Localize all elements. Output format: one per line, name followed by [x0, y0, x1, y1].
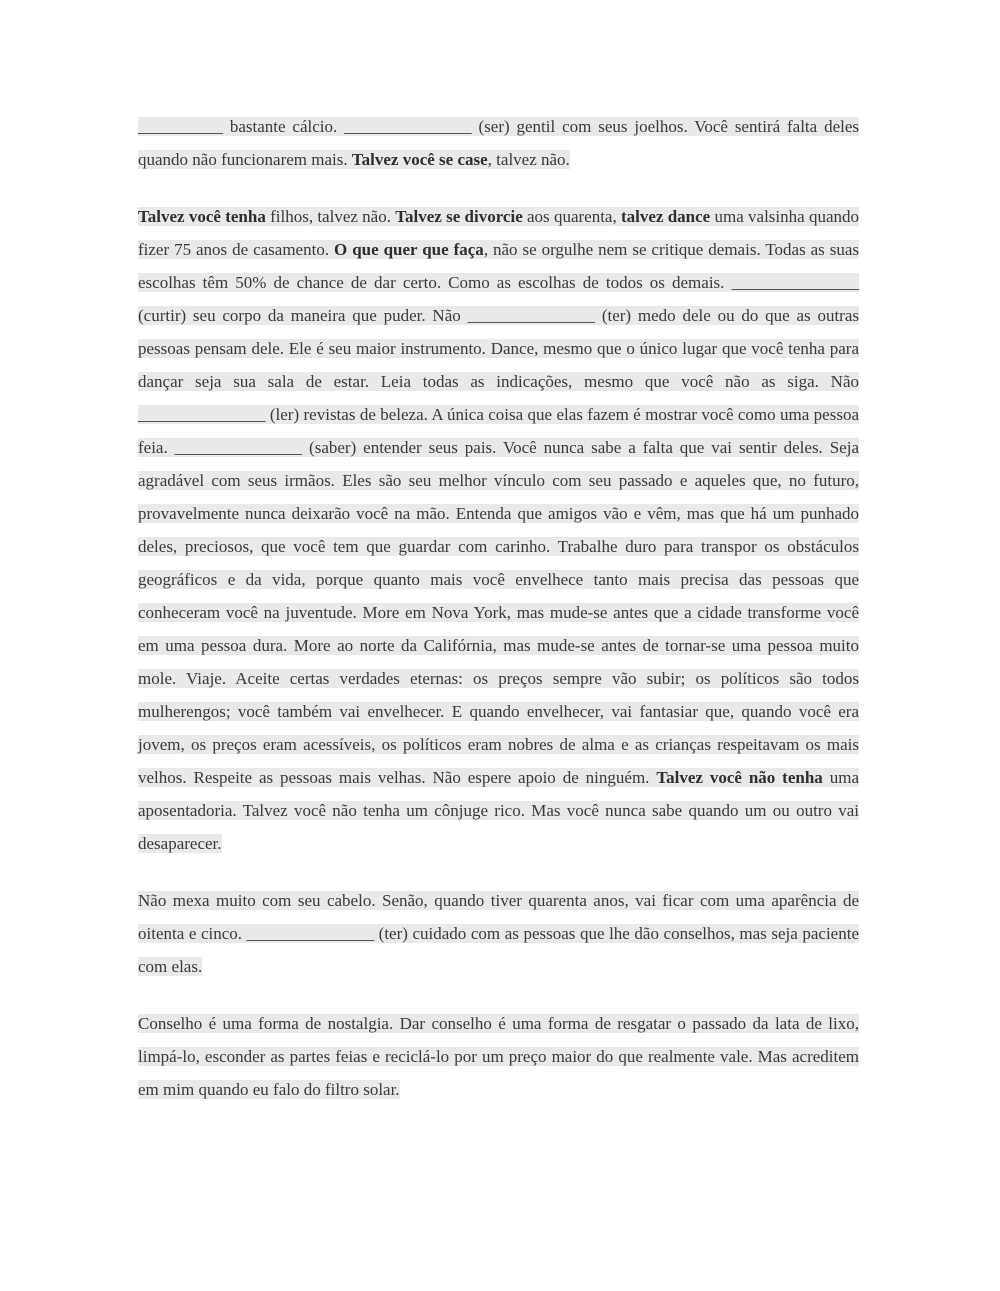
document-page	[138, 110, 859, 1130]
paragraph-text: __________ bastante cálcio. _______________ (ser) gentil com seus joelhos. Você sentirá falta deles quando não funcionarem mais. Talvez você se case, talvez não.	[138, 117, 859, 169]
paragraph-2	[138, 200, 859, 860]
bold-phrase: Talvez você não tenha	[656, 768, 823, 787]
bold-phrase: talvez dance	[620, 207, 711, 226]
paragraph-text: Conselho é uma forma de nostalgia. Dar conselho é uma forma de resgatar o passado da lata de lixo, limpá-lo, esconder as partes feias e reciclá-lo por um preço maior do que realmente vale. Mas acreditem em mim quando eu falo do filtro solar.	[138, 1014, 859, 1099]
paragraph-text: Não mexa muito com seu cabelo. Senão, quando tiver quarenta anos, vai ficar com uma aparência de oitenta e cinco. _______________ (ter) cuidado com as pessoas que lhe dão conselhos, mas seja paciente com elas.	[138, 891, 859, 976]
paragraph-1	[138, 110, 859, 176]
paragraph-4	[138, 1007, 859, 1106]
bold-phrase: Talvez você se case	[351, 150, 488, 169]
bold-phrase: Talvez você tenha	[138, 207, 266, 226]
paragraph-text: Talvez você tenha filhos, talvez não. Talvez se divorcie aos quarenta, talvez dance uma valsinha quando fizer 75 anos de casamento. O que quer que faça, não se orgulhe nem se critique demais. Todas as suas escolhas têm 50% de chance de dar certo. Como as escolhas de todos os demais. _______________ (curtir) seu corpo da maneira que puder. Não _______________ (ter) medo dele ou do que as outras pessoas pensam dele. Ele é seu maior instrumento. Dance, mesmo que o único lugar que você tenha para dançar seja sua sala de estar. Leia todas as indicações, mesmo que você não as siga. Não _______________ (ler) revistas de beleza. A única coisa que elas fazem é mostrar você como uma pessoa feia. _______________ (saber) entender seus pais. Você nunca sabe a falta que vai sentir deles. Seja agradável com seus irmãos. Eles são seu melhor vínculo com seu passado e aqueles que, no futuro, provavelmente nunca deixarão você na mão. Entenda que amigos vão e vêm, mas que há um punhado deles, preciosos, que você tem que guardar com carinho. Trabalhe duro para transpor os obstáculos geográficos e da vida, porque quanto mais você envelhece tanto mais precisa das pessoas que conheceram você na juventude. More em Nova York, mas mude-se antes que a cidade transforme você em uma pessoa dura. More ao norte da Califórnia, mas mude-se antes de tornar-se uma pessoa muito mole. Viaje. Aceite certas verdades eternas: os preços sempre vão subir; os políticos são todos mulherengos; você também vai envelhecer. E quando envelhecer, vai fantasiar que, quando você era jovem, os preços eram acessíveis, os políticos eram nobres de alma e as crianças respeitavam os mais velhos. Respeite as pessoas mais velhas. Não espere apoio de ninguém. Talvez você não tenha uma aposentadoria. Talvez você não tenha um cônjuge rico. Mas você nunca sabe quando um ou outro vai desaparecer.	[138, 207, 859, 853]
bold-phrase: O que quer que faça	[334, 240, 484, 259]
bold-phrase: Talvez se divorcie	[395, 207, 523, 226]
paragraph-3	[138, 884, 859, 983]
